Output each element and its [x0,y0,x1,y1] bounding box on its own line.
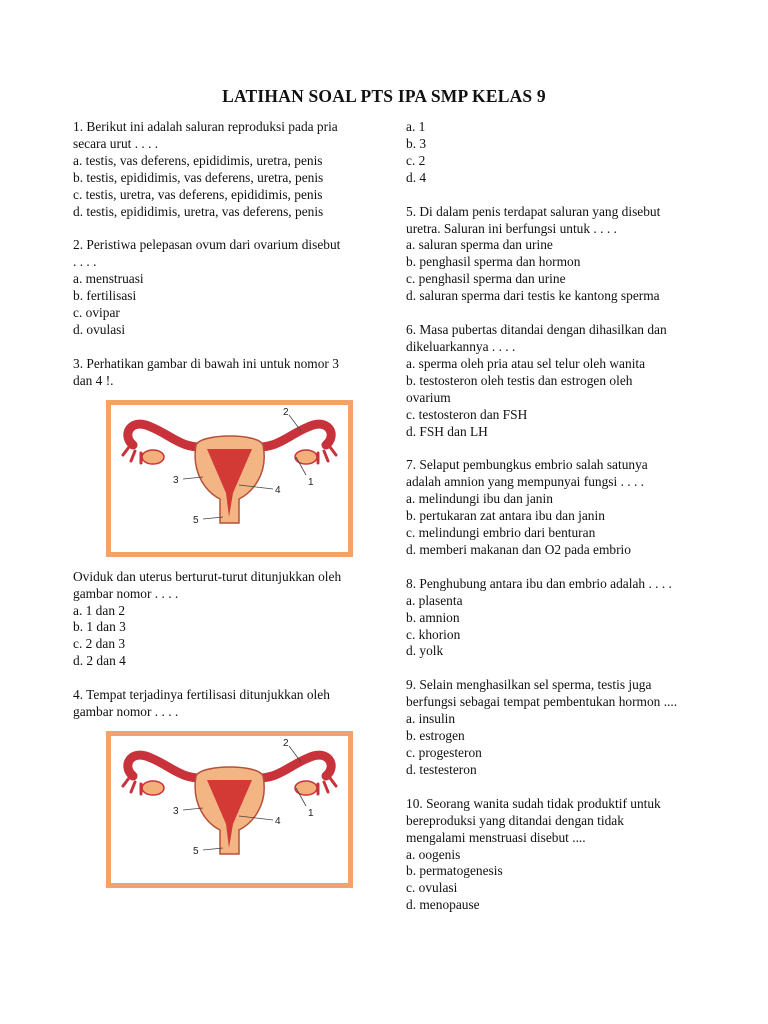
question-3 [73,356,391,390]
option-a: a. insulin [406,711,456,727]
question-text: uretra. Saluran ini berfungsi untuk . . . . [406,220,617,236]
option-c: c. penghasil sperma dan urine [406,271,566,287]
question-text: 4. Tempat terjadinya fertilisasi ditunjukkan oleh [73,687,330,703]
option-c: c. melindungi embrio dari benturan [406,525,596,541]
option-a: a. testis, vas deferens, epididimis, uretra, penis [73,152,323,168]
page-title: LATIHAN SOAL PTS IPA SMP KELAS 9 [222,86,546,106]
label-4: 4 [275,484,281,496]
question-text: bereproduksi yang ditandai dengan tidak [406,812,624,828]
label-3: 3 [173,805,179,817]
option-c: c. khorion [406,626,461,642]
option-b: b. fertilisasi [73,288,137,304]
question-text: berfungsi sebagai tempat pembentukan hormon .... [406,694,678,710]
option-d: d. ovulasi [73,321,126,337]
option-c: c. 2 [406,152,426,168]
label-2: 2 [283,737,289,749]
option-b: b. penghasil sperma dan hormon [406,254,581,270]
option-d: d. 4 [406,169,427,185]
option-c: c. testis, uretra, vas deferens, epididimis, penis [73,186,323,202]
question-3-text [73,569,391,670]
option-c: c. ovulasi [406,880,458,896]
question-text: adalah amnion yang mempunyai fungsi . . . . [406,474,645,490]
label-5: 5 [193,845,199,857]
option-a: a. sperma oleh pria atau sel telur oleh wanita [406,355,646,371]
option-a: a. melindungi ibu dan janin [406,491,553,507]
option-d: d. FSH dan LH [406,423,488,439]
option-a: a. saluran sperma dan urine [406,237,553,253]
question-5 [406,204,726,305]
question-text: 5. Di dalam penis terdapat saluran yang disebut [406,203,661,219]
option-b: b. testis, epididimis, vas deferens, uretra, penis [73,169,324,185]
question-text: gambar nomor . . . . [73,585,179,601]
option-a: a. oogenis [406,846,461,862]
question-text: 2. Peristiwa pelepasan ovum dari ovarium disebut [73,237,341,253]
question-2 [73,237,391,338]
option-d: d. 2 dan 4 [73,653,126,669]
label-1: 1 [308,807,314,819]
question-text: dan 4 !. [73,372,114,388]
option-c: c. ovipar [73,305,120,321]
label-3: 3 [173,474,179,486]
question-text: mengalami menstruasi disebut .... [406,829,586,845]
female-reproductive-system-illustration [111,405,348,552]
female-reproductive-system-illustration [111,736,348,883]
option-d: d. saluran sperma dari testis ke kantong sperma [406,288,660,304]
option-d: d. memberi makanan dan O2 pada embrio [406,541,631,557]
question-text: 8. Penghubung antara ibu dan embrio adalah . . . . [406,575,672,591]
option-d: d. menopause [406,897,480,913]
option-b: b. pertukaran zat antara ibu dan janin [406,508,605,524]
label-5: 5 [193,514,199,526]
option-d: d. testis, epididimis, uretra, vas deferens, penis [73,203,324,219]
label-1: 1 [308,476,314,488]
label-4: 4 [275,815,281,827]
option-d: d. yolk [406,643,444,659]
option-c: c. 2 dan 3 [73,636,126,652]
option-c: c. testosteron dan FSH [406,406,528,422]
question-4-options [406,119,726,187]
question-text: 1. Berikut ini adalah saluran reproduksi pada pria [73,119,338,134]
question-text: 9. Selain menghasilkan sel sperma, testis juga [406,677,652,693]
option-a: a. 1 [406,119,426,134]
question-text: dikeluarkannya . . . . [406,338,516,354]
option-b: b. permatogenesis [406,863,503,879]
option-b: b. amnion [406,609,460,625]
question-10 [406,796,726,914]
right-column [406,119,726,931]
question-text: 6. Masa pubertas ditandai dengan dihasilkan dan [406,322,667,338]
question-text: 7. Selaput pembungkus embrio salah satunya [406,457,648,473]
option-b-continued: ovarium [406,389,451,405]
question-6 [406,322,726,440]
option-c: c. progesteron [406,745,482,760]
option-a: a. 1 dan 2 [73,602,126,618]
question-1 [73,119,391,220]
question-8 [406,576,726,661]
uterus-diagram-1 [106,400,353,557]
uterus-diagram-2 [106,731,353,888]
question-text: secara urut . . . . [73,135,159,151]
question-text: gambar nomor . . . . [73,704,179,720]
label-2: 2 [283,406,289,418]
left-column [73,119,391,900]
question-4 [73,687,391,721]
option-a: a. plasenta [406,592,463,608]
option-b: b. estrogen [406,728,465,744]
question-9 [406,677,726,778]
question-text: 10. Seorang wanita sudah tidak produktif untuk [406,795,661,811]
option-b: b. 1 dan 3 [73,619,126,635]
option-b: b. testosteron oleh testis dan estrogen oleh [406,372,633,388]
question-text: . . . . [73,254,97,270]
option-a: a. menstruasi [73,271,144,287]
option-b: b. 3 [406,135,427,151]
question-text: Oviduk dan uterus berturut-turut ditunjukkan oleh [73,568,342,584]
option-d: d. testesteron [406,761,477,777]
question-7 [406,457,726,558]
question-text: 3. Perhatikan gambar di bawah ini untuk nomor 3 [73,355,339,371]
